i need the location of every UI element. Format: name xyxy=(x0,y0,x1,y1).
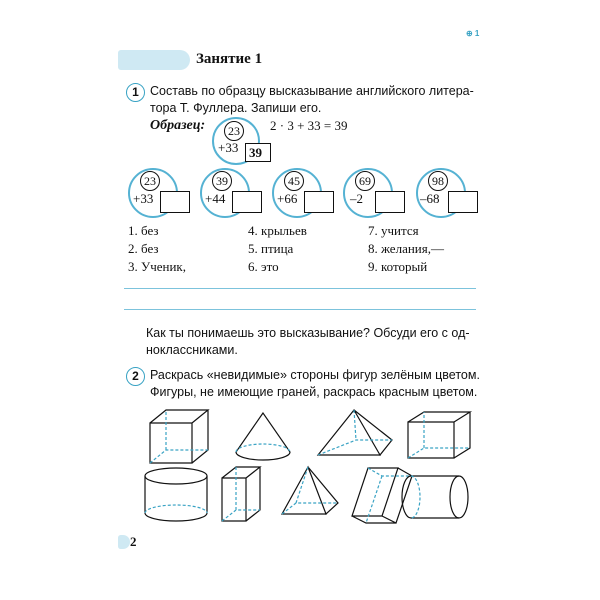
card-bottom-number: –68 xyxy=(420,191,440,206)
page-number: 2 xyxy=(130,534,137,549)
cube-shape xyxy=(150,410,208,463)
question-line1: Как ты понимаешь это высказывание? Обсуди его с од- xyxy=(146,326,470,340)
sample-label: Образец: xyxy=(150,118,206,133)
box-shape xyxy=(222,467,260,521)
word-7: 7. учится xyxy=(368,223,419,238)
task-number: 2 xyxy=(126,367,145,386)
lesson-title: Занятие 1 xyxy=(196,51,263,67)
card-bottom-number: +33 xyxy=(133,191,154,206)
sample-top-number: 23 xyxy=(224,121,244,141)
card-bottom-number: +66 xyxy=(277,191,298,206)
card-top-number: 39 xyxy=(212,171,232,191)
card-bottom-number: +44 xyxy=(205,191,226,206)
word-9: 9. который xyxy=(368,259,428,274)
task-number: 1 xyxy=(126,83,145,102)
word-1: 1. без xyxy=(128,223,159,238)
question-line2: ноклассниками. xyxy=(146,343,238,357)
task1-text-line1: Составь по образцу высказывание английского литера- xyxy=(150,84,474,98)
task2-text-line1: Раскрась «невидимые» стороны фигур зелёным цветом. xyxy=(150,368,480,382)
prism-shape xyxy=(408,412,470,458)
card-top-number: 23 xyxy=(140,171,160,191)
sample-result: 39 xyxy=(249,145,262,160)
task2-text-line2: Фигуры, не имеющие граней, раскрась красным цветом. xyxy=(150,385,478,399)
corner-mark: ⊕ 1 xyxy=(466,29,480,38)
sample-bottom-number: +33 xyxy=(218,140,239,155)
cylinder-shape xyxy=(145,468,207,521)
word-6: 6. это xyxy=(248,259,279,274)
card-bottom-number: –2 xyxy=(350,191,363,206)
task1-text-line2: тора Т. Фуллера. Запиши его. xyxy=(150,101,322,115)
word-8: 8. желания,— xyxy=(368,241,444,256)
pyramid-shape xyxy=(318,410,392,455)
card-top-number: 98 xyxy=(428,171,448,191)
cone-shape xyxy=(236,413,290,460)
word-3: 3. Ученик, xyxy=(128,259,186,274)
card-top-number: 45 xyxy=(284,171,304,191)
sample-equation: 2 · 3 + 33 = 39 xyxy=(270,118,348,133)
word-4: 4. крыльев xyxy=(248,223,307,238)
horizontal-cylinder-shape xyxy=(402,476,468,518)
card-top-number: 69 xyxy=(355,171,375,191)
word-2: 2. без xyxy=(128,241,159,256)
square-pyramid-shape xyxy=(282,467,338,514)
word-5: 5. птица xyxy=(248,241,294,256)
slanted-prism-shape xyxy=(352,468,412,523)
